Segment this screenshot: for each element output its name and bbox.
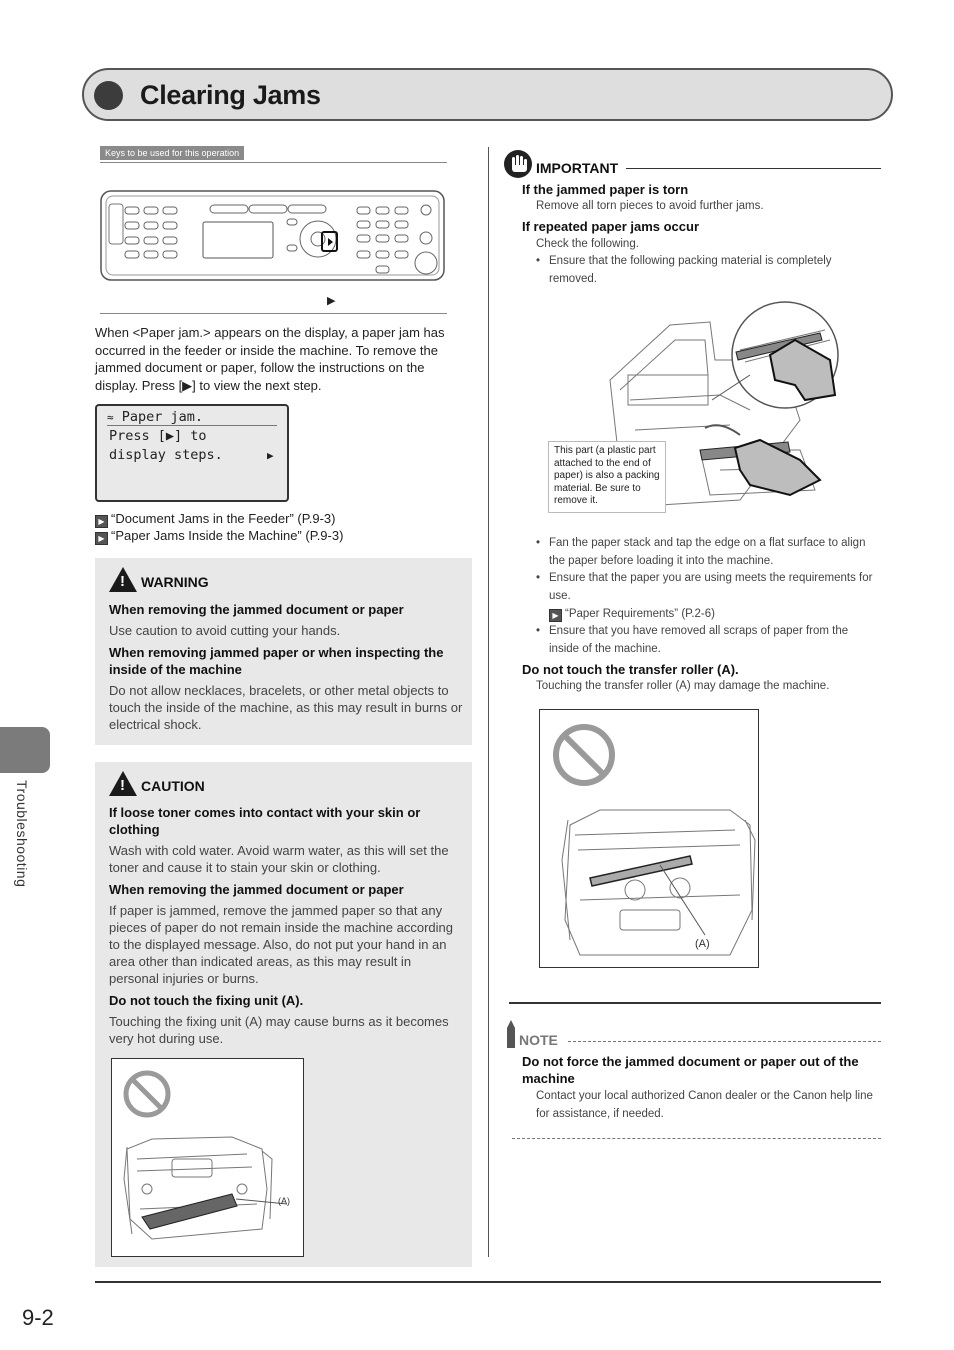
- divider: [568, 1041, 881, 1042]
- lcd-display: [95, 404, 289, 502]
- bullet-item: Ensure that you have removed all scraps of paper from the inside of the machine.: [549, 625, 849, 655]
- link-paper-jams[interactable]: ▶ “Paper Jams Inside the Machine” (P.9-3): [95, 528, 343, 545]
- warning-heading: When removing the jammed document or paper: [109, 602, 404, 617]
- jam-status-icon: ≈: [107, 411, 114, 424]
- link-document-jams[interactable]: ▶ “Document Jams in the Feeder” (P.9-3): [95, 511, 335, 528]
- fixing-unit-figure: [111, 1058, 304, 1257]
- footer-rule: [95, 1281, 881, 1283]
- caution-heading: Do not touch the fixing unit (A).: [109, 993, 304, 1008]
- link-paper-requirements[interactable]: ▶ “Paper Requirements” (P.2-6): [549, 606, 715, 624]
- warning-text: Use caution to avoid cutting your hands.: [109, 623, 341, 638]
- divider: [100, 162, 447, 163]
- transfer-roller-figure: [539, 709, 759, 968]
- caution-heading: If loose toner comes into contact with your skin or clothing: [109, 805, 421, 837]
- divider: [100, 313, 447, 314]
- fixing-unit-illustration: [112, 1059, 303, 1256]
- bullet-item: Fan the paper stack and tap the edge on a flat surface to align the paper before loading it into the machine.: [549, 537, 866, 567]
- figure-label: (A): [695, 938, 710, 950]
- reference-icon: ▶: [549, 609, 562, 622]
- stop-hand-icon: [504, 150, 532, 178]
- note-title: NOTE: [519, 1032, 558, 1048]
- selected-key-pointer: ▶: [327, 295, 336, 307]
- repeat-text: Check the following.: [536, 238, 639, 250]
- lcd-line-1: ≈ Paper jam.: [107, 409, 277, 426]
- packing-bullet: Ensure that the following packing material is completely removed.: [549, 255, 832, 285]
- lcd-next-arrow-icon: ▶: [267, 449, 274, 462]
- warning-text: Do not allow necklaces, bracelets, or other metal objects to touch the inside of the machine, as this may result in burns or electrical shock.: [109, 683, 463, 732]
- bullet-item: Ensure that the paper you are using meets the requirements for use.: [549, 572, 873, 602]
- transfer-roller-illustration: [540, 710, 758, 967]
- important-title: IMPORTANT: [536, 160, 619, 176]
- figure-label: (A): [278, 1196, 290, 1206]
- note-pencil-icon: [504, 1020, 518, 1050]
- caution-heading: When removing the jammed document or paper: [109, 882, 404, 897]
- caution-title: CAUTION: [141, 778, 205, 794]
- warning-heading: When removing jammed paper or when inspecting the inside of the machine: [109, 645, 444, 677]
- divider: [509, 1002, 881, 1004]
- chapter-label: Troubleshooting: [14, 780, 30, 888]
- reference-icon: ▶: [95, 532, 108, 545]
- caution-text: Wash with cold water. Avoid warm water, as this will set the toner and cause it to stain your skin or clothing.: [109, 843, 449, 875]
- divider: [626, 168, 881, 169]
- intro-paragraph: When <Paper jam.> appears on the display, a paper jam has occurred in the feeder or inside the machine. To remove the jammed document or paper, follow the instructions on the display. Press [▶] to view the next step.: [95, 325, 445, 393]
- reference-icon: ▶: [95, 515, 108, 528]
- packing-callout: This part (a plastic part attached to the end of paper) is also a packing material. Be sure to remove it.: [548, 441, 666, 513]
- chapter-tab: [0, 727, 50, 773]
- note-heading: Do not force the jammed document or paper out of the machine: [522, 1054, 859, 1086]
- torn-text: Remove all torn pieces to avoid further jams.: [536, 200, 764, 212]
- title-bullet-icon: [94, 81, 123, 110]
- operation-panel-illustration: [100, 188, 448, 284]
- column-divider: [488, 147, 489, 1257]
- lcd-line-2: Press [▶] to: [109, 428, 207, 444]
- page-title: Clearing Jams: [140, 80, 321, 110]
- transfer-heading: Do not touch the transfer roller (A).: [522, 662, 739, 677]
- divider: [512, 1138, 881, 1139]
- note-text: Contact your local authorized Canon dealer or the Canon help line for assistance, if needed.: [536, 1090, 873, 1120]
- page-number: 9-2: [22, 1305, 54, 1330]
- keys-label: Keys to be used for this operation: [100, 146, 244, 160]
- caution-text: Touching the fixing unit (A) may cause burns as it becomes very hot during use.: [109, 1014, 449, 1046]
- lcd-line-3: display steps.: [109, 447, 223, 463]
- caution-text: If paper is jammed, remove the jammed paper so that any pieces of paper do not remain inside the machine according to the displayed message. Also, do not put your hand in an area other than indicated areas, as this may result in personal injuries or burns.: [109, 903, 453, 986]
- warning-title: WARNING: [141, 574, 209, 590]
- torn-heading: If the jammed paper is torn: [522, 182, 689, 197]
- repeat-heading: If repeated paper jams occur: [522, 219, 700, 234]
- transfer-text: Touching the transfer roller (A) may damage the machine.: [536, 680, 830, 692]
